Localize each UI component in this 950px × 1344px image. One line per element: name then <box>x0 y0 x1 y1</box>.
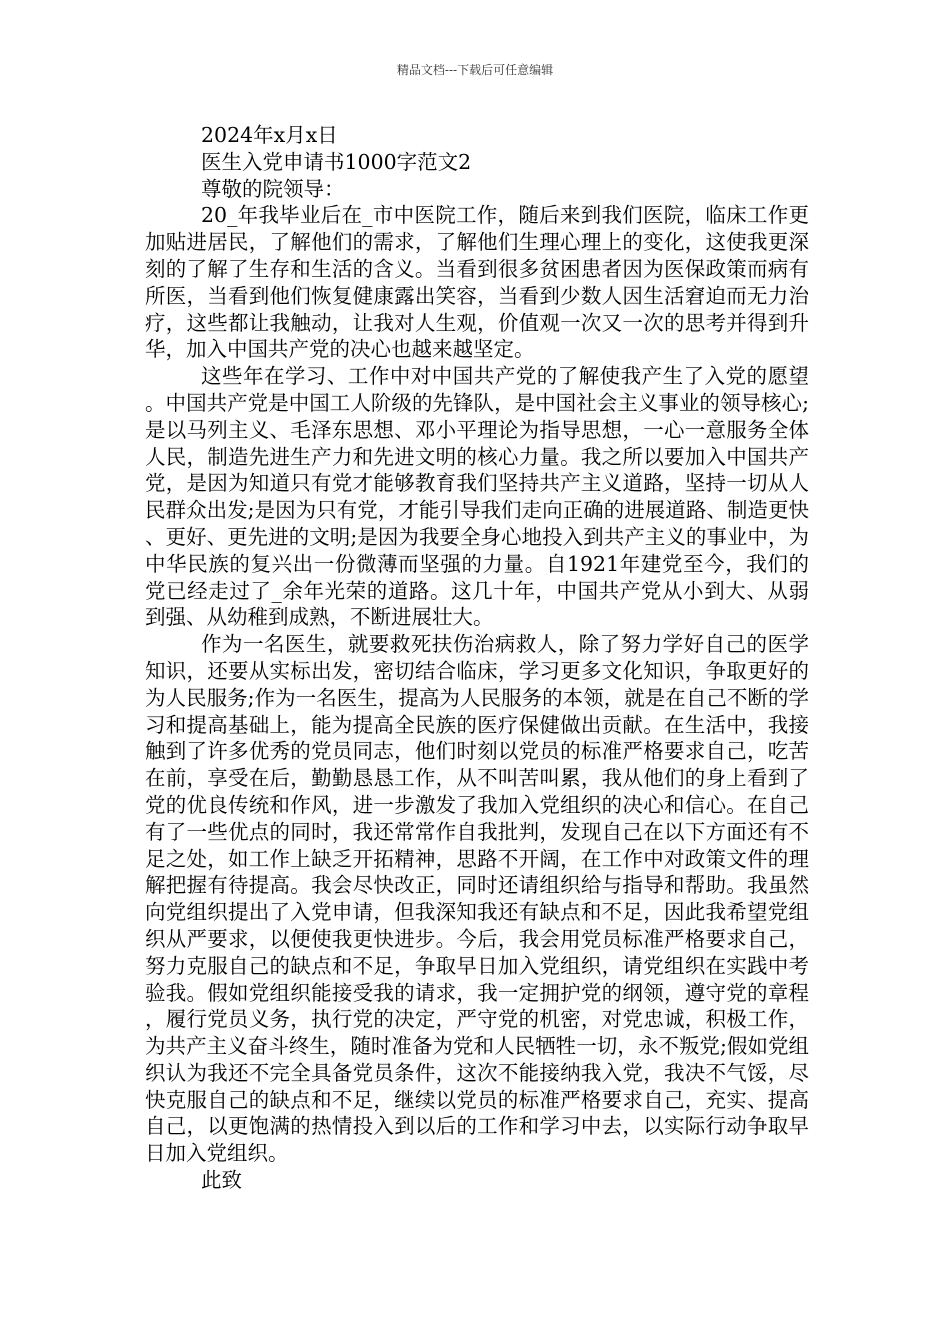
closing: 此致 <box>201 1168 242 1193</box>
document-body <box>145 122 809 1194</box>
paragraph-1: 20_年我毕业后在_市中医院工作，随后来到我们医院，临床工作更加贴进居民，了解他们的需求，了解他们生理心理上的变化，这使我更深刻的了解了生存和生活的含义。当看到很多贫困患者因为医保政策而病有所医，当看到他们恢复健康露出笑容，当看到少数人因生活窘迫而无力治疗，这些都让我触动，让我对人生观，价值观一次又一次的思考并得到升华，加入中国共产党的决心也越来越坚定。 <box>145 203 809 362</box>
page-header-watermark: 精品文档---下载后可任意编辑 <box>396 63 554 77</box>
paragraph-2: 这些年在学习、工作中对中国共产党的了解使我产生了入党的愿望。中国共产党是中国工人阶级的先锋队，是中国社会主义事业的领导核心;是以马列主义、毛泽东思想、邓小平理论为指导思想，一心一意服务全体人民，制造先进生产力和先进文明的核心力量。我之所以要加入中国共产党，是因为知道只有党才能够教育我们坚持共产主义道路，坚持一切从人民群众出发;是因为只有党，才能引导我们走向正确的进展道路、制造更快、更好、更先进的文明;是因为我要全身心地投入到共产主义的事业中，为中华民族的复兴出一份微薄而坚强的力量。自1921年建党至今，我们的党已经走过了_余年光荣的道路。这几十年，中国共产党从小到大、从弱到强、从幼稚到成熟，不断进展壮大。 <box>145 364 809 630</box>
paragraph-3: 作为一名医生，就要救死扶伤治病救人，除了努力学好自己的医学知识，还要从实标出发，密切结合临床，学习更多文化知识，争取更好的为人民服务;作为一名医生，提高为人民服务的本领，就是在自己不断的学习和提高基础上，能为提高全民族的医疗保健做出贡献。在生活中，我接触到了许多优秀的党员同志，他们时刻以党员的标准严格要求自己，吃苦在前，享受在后，勤勤恳恳工作，从不叫苦叫累，我从他们的身上看到了党的优良传统和作风，进一步激发了我加入党组织的决心和信心。在自己有了一些优点的同时，我还常常作自我批判，发现自己在以下方面还有不足之处，如工作上缺乏开拓精神，思路不开阔，在工作中对政策文件的理解把握有待提高。我会尽快改正，同时还请组织给与指导和帮助。我虽然向党组织提出了入党申请，但我深知我还有缺点和不足，因此我希望党组织从严要求，以便使我更快进步。今后，我会用党员标准严格要求自己，努力克服自己的缺点和不足，争取早日加入党组织，请党组织在实践中考验我。假如党组织能接受我的请求，我一定拥护党的纲领，遵守党的章程，履行党员义务，执行党的决定，严守党的机密，对党忠诚，积极工作，为共产主义奋斗终生，随时准备为党和人民牺牲一切，永不叛党;假如党组织认为我还不完全具备党员条件，这次不能接纳我入党，我决不气馁，尽快克服自己的缺点和不足，继续以党员的标准严格要求自己，充实、提高自己，以更饱满的热情投入到以后的工作和学习中去，以实际行动争取早日加入党组织。 <box>145 632 809 1166</box>
document-title: 医生入党申请书1000字范文2 <box>201 149 472 174</box>
salutation: 尊敬的院领导： <box>201 176 345 201</box>
date-line: 2024年x月x日 <box>201 123 338 147</box>
